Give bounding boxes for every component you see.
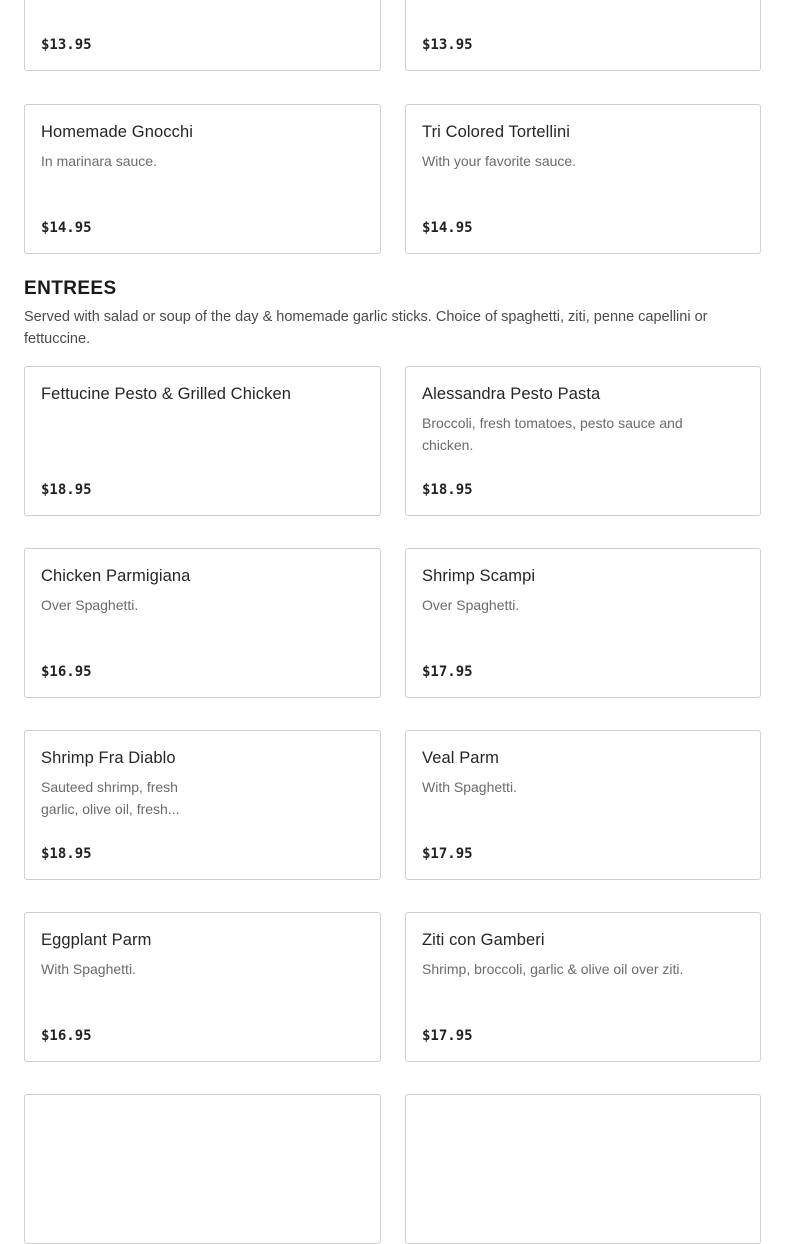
item-name: Shrimp Scampi: [422, 567, 536, 585]
item-price: $17.95: [422, 664, 473, 680]
item-description: Over Spaghetti.: [41, 597, 139, 613]
item-description: Broccoli, fresh tomatoes, pesto sauce and chicken.: [422, 415, 683, 453]
menu-item-card[interactable]: [405, 1094, 761, 1244]
menu-item-card[interactable]: [24, 912, 381, 1062]
item-price: $17.95: [422, 1028, 473, 1044]
item-name: Chicken Parmigiana: [41, 567, 191, 585]
item-price: $17.95: [422, 846, 473, 862]
item-description: With Spaghetti.: [422, 779, 517, 795]
item-description: With Spaghetti.: [41, 961, 136, 977]
item-name: Homemade Gnocchi: [41, 123, 194, 141]
item-name: Fettucine Pesto & Grilled Chicken: [41, 385, 291, 403]
item-name: Veal Parm: [422, 749, 500, 767]
section-description: Served with salad or soup of the day & homemade garlic sticks. Choice of spaghetti, ziti, penne capellini or fettuccine.: [24, 309, 708, 347]
item-name: Eggplant Parm: [41, 931, 152, 949]
item-description: With your favorite sauce.: [422, 153, 577, 169]
menu-item-card[interactable]: [405, 104, 761, 254]
item-description: Shrimp, broccoli, garlic & olive oil over ziti.: [422, 961, 684, 977]
item-price: $18.95: [422, 482, 473, 498]
menu-item-card[interactable]: [405, 548, 761, 698]
item-description: Sauteed shrimp, fresh garlic, olive oil, fresh...: [41, 779, 180, 817]
item-name: Ziti con Gamberi: [422, 931, 545, 949]
menu-item-card[interactable]: [24, 548, 381, 698]
item-price: $14.95: [422, 220, 473, 236]
item-description: Over Spaghetti.: [422, 597, 520, 613]
menu-item-card[interactable]: [24, 0, 381, 71]
item-price: $13.95: [41, 37, 92, 53]
menu-item-card[interactable]: [24, 366, 381, 516]
menu-item-card[interactable]: [405, 730, 761, 880]
item-name: Alessandra Pesto Pasta: [422, 385, 601, 403]
item-price: $18.95: [41, 482, 92, 498]
menu-item-card[interactable]: [405, 912, 761, 1062]
item-price: $16.95: [41, 1028, 92, 1044]
item-description: In marinara sauce.: [41, 153, 157, 169]
section-title: ENTREES: [24, 278, 117, 299]
item-price: $16.95: [41, 664, 92, 680]
menu-item-card[interactable]: [24, 1094, 381, 1244]
menu-item-card[interactable]: [24, 104, 381, 254]
item-price: $18.95: [41, 846, 92, 862]
item-price: $13.95: [422, 37, 473, 53]
menu-item-card[interactable]: [24, 730, 381, 880]
item-name: Shrimp Fra Diablo: [41, 749, 176, 767]
item-price: $14.95: [41, 220, 92, 236]
menu-item-card[interactable]: [405, 0, 761, 71]
item-name: Tri Colored Tortellini: [422, 123, 571, 141]
menu-item-card[interactable]: [405, 366, 761, 516]
